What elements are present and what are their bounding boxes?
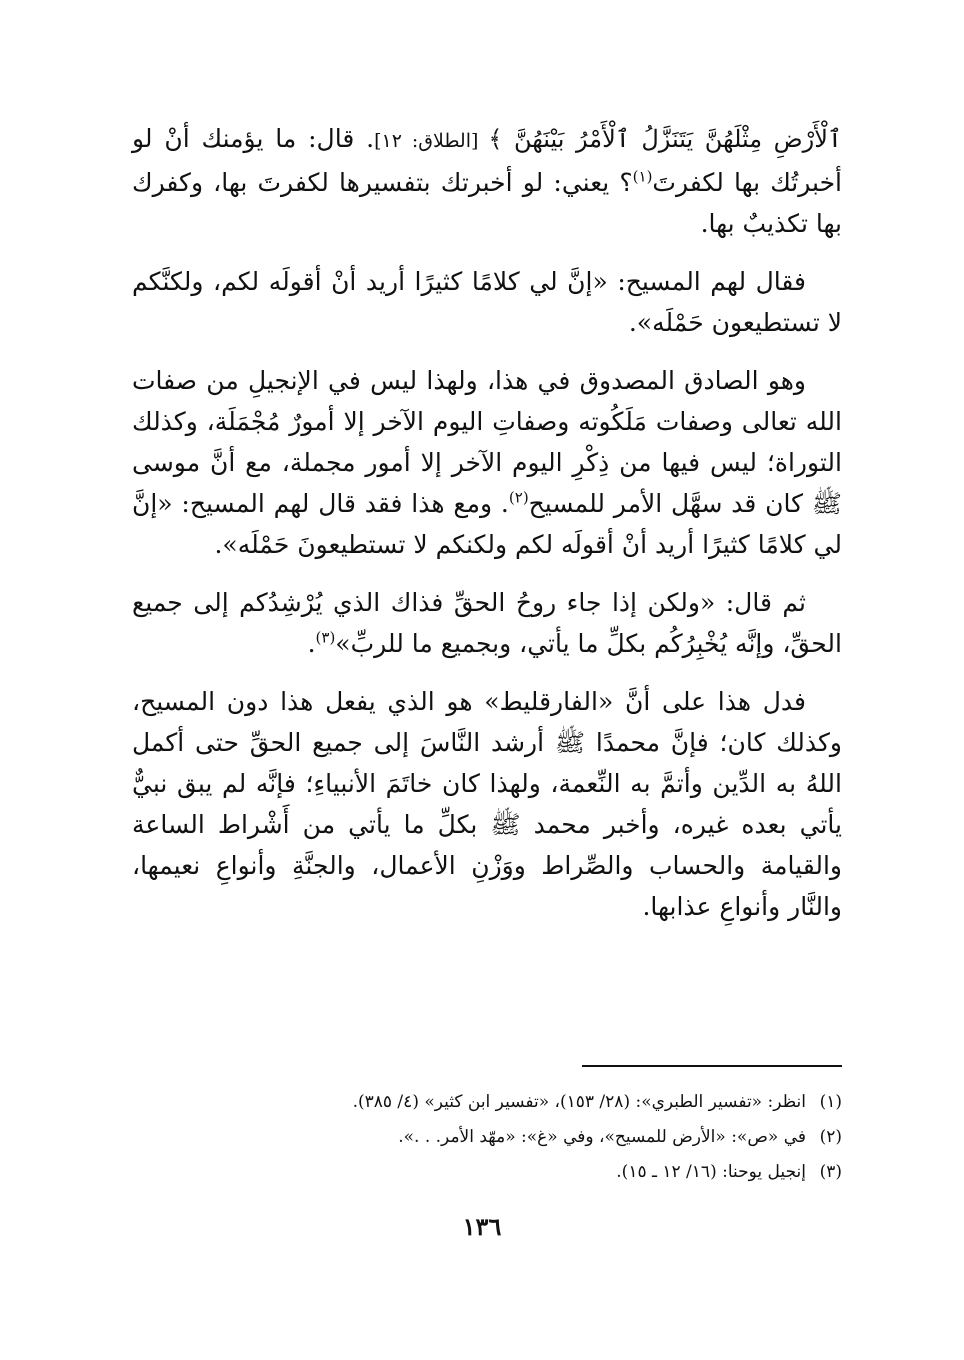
body-text bbox=[132, 118, 842, 927]
paragraph-3 bbox=[132, 360, 842, 565]
paragraph-5 bbox=[132, 681, 842, 927]
verse-reference: [الطلاق: ١٢] bbox=[374, 130, 489, 152]
footnote-marker-3: (٣) bbox=[315, 628, 336, 647]
footnote-text: انظر: «تفسير الطبري»: (٢٨/ ١٥٣)، «تفسير ابن كثير» (٤/ ٣٨٥). bbox=[352, 1092, 806, 1112]
paragraph-text: . bbox=[307, 629, 316, 658]
footnote-text: في «ص»: «الأرض للمسيح»، وفي «غ»: «مهّد الأمر. . .». bbox=[398, 1127, 806, 1147]
footnote-number: (٣) bbox=[819, 1162, 842, 1182]
footnote-number: (٢) bbox=[819, 1127, 842, 1147]
paragraph-text: ؟ يعني: لو أخبرتك بتفسيرها لكفرتَ بها، وكفرك بها تكذيبٌ بها. bbox=[132, 168, 842, 238]
quran-verse: ٱلْأَرْضِ مِثْلَهُنَّ يَتَنَزَّلُ ٱلْأَمْرُ بَيْنَهُنَّ ﴾ bbox=[488, 125, 842, 153]
footnote-3 bbox=[132, 1155, 842, 1190]
paragraph-2 bbox=[132, 261, 842, 343]
paragraph-text: وهو الصادق المصدوق في هذا، ولهذا ليس في الإنجيلِ من صفات الله تعالى وصفات مَلَكُوته وصفاتِ اليوم الآخر إلا أمورٌ مُجْمَلَة، وكذلك التوراة؛ ليس فيها من ذِكْرِ اليوم الآخر إلا أمور مجملة، مع أنَّ موسى ﷺ كان قد سهَّل الأمر للمسيح bbox=[132, 366, 842, 518]
paragraph-text: . قال: ما يؤمنك أنْ لو أخبرتُك بها لكفرتَ bbox=[132, 124, 842, 197]
paragraph-4 bbox=[132, 582, 842, 664]
paragraph-1 bbox=[132, 118, 842, 244]
paragraph-text: ثم قال: «ولكن إذا جاء روحُ الحقِّ فذاك الذي يُرْشِدُكم إلى جميع الحقِّ، وإنَّه يُخْبِرُكُم بكلِّ ما يأتي، وبجميع ما للربِّ» bbox=[132, 588, 842, 658]
footnotes bbox=[132, 1085, 842, 1190]
footnote-1 bbox=[132, 1085, 842, 1120]
footnote-text: إنجيل يوحنا: (١٦/ ١٢ ـ ١٥). bbox=[616, 1162, 806, 1182]
footnote-marker-2: (٢) bbox=[508, 488, 529, 507]
paragraph-text: فقال لهم المسيح: «إنَّ لي كلامًا كثيرًا أريد أنْ أقولَه لكم، ولكنَّكم لا تستطيعون حَمْلَه». bbox=[132, 267, 842, 337]
footnote-number: (١) bbox=[819, 1092, 842, 1112]
paragraph-text: فدل هذا على أنَّ «الفارقليط» هو الذي يفعل هذا دون المسيح، وكذلك كان؛ فإنَّ محمدًا ﷺ أرشد النَّاسَ إلى جميع الحقِّ حتى أكمل اللهُ به الدِّين وأتمَّ به النِّعمة، ولهذا كان خاتَمَ الأنبياءِ؛ فإنَّه لم يبق نبيٌّ يأتي بعده غيره، وأخبر محمد ﷺ بكلِّ ما يأتي من أَشْراط الساعة والقيامة والحساب والصِّراط ووَزْنِ الأعمال، والجنَّةِ وأنواعِ نعيمها، والنَّار وأنواعِ عذابها. bbox=[132, 687, 842, 921]
footnote-separator bbox=[582, 1065, 842, 1067]
paragraph-text: . ومع هذا فقد قال لهم المسيح: «إنَّ لي كلامًا كثيرًا أريد أنْ أقولَه لكم ولكنكم لا تستطيعونَ حَمْلَه». bbox=[132, 489, 842, 559]
page-number: ١٣٦ bbox=[462, 1212, 502, 1241]
footnote-marker-1: (١) bbox=[632, 167, 653, 186]
footnote-2 bbox=[132, 1120, 842, 1155]
